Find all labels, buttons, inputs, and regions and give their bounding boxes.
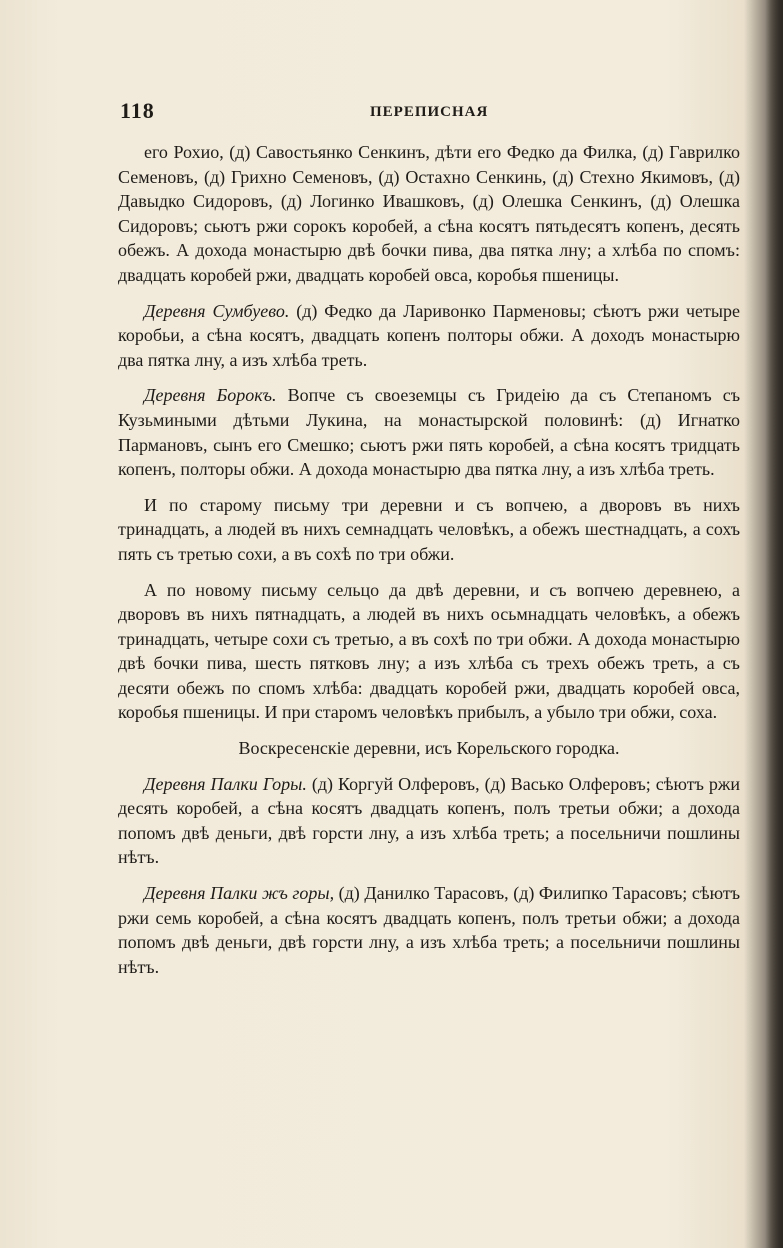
paragraph-text: Вопче съ своеземцы съ Гридеiю да съ Степаномъ съ Кузьмиными дѣтьми Лукина, на монастырской половинѣ: (д) Игнатко Пармановъ, сынъ его Смешко; сьютъ ржи пять коробей, а сѣна косятъ тридцать копенъ, полторы обжи. А дохода монастырю два пятка лну, а изъ хлѣба треть. <box>118 385 741 480</box>
paragraph-8 <box>118 881 740 979</box>
page-header <box>120 98 740 128</box>
section-heading-text: Воскресенскiе деревни, исъ Корельского городка. <box>238 738 620 759</box>
page-number: 118 <box>120 98 155 123</box>
paragraph-text: (д) Коргуй Олферовъ, (д) Васько Олферовъ; сѣютъ ржи десять коробей, а сѣна косятъ двадцать копенъ, полъ третьи обжи; а дохода попомъ двѣ деньги, двѣ горсти лну, а изъ хлѣба треть; а посельничи пошлины нѣтъ. <box>118 773 740 868</box>
paragraph-text: И по старому письму три деревни и съ вопчею, а дворовъ въ нихъ тринадцать, а людей въ нихъ семнадцать человѣкъ, а обежъ шестнадцать, а сохъ пять съ третью сохи, а въ сохѣ по три обжи. <box>118 494 740 564</box>
paragraph-2 <box>118 299 740 373</box>
paragraph-text: А по новому письму сельцо да двѣ деревни, и съ вопчею деревнею, а дворовъ въ нихъ пятнадцать, а людей въ нихъ осьмнадцать человѣкъ, а обежъ тринадцать, четыре сохи съ третью, а въ сохѣ по три обжи. А дохода монастырю двѣ бочки пива, шесть пятковъ лну; а изъ хлѣба съ трехъ обежъ треть, а съ десяти обежъ по спомъ хлѣба: двадцать коробей ржи, двадцать коробей овса, коробья пшеницы. И при старомъ человѣкъ прибылъ, а убыло три обжи, соха. <box>118 579 740 723</box>
paragraph-text: (д) Федко да Ларивонко Парменовы; сѣютъ ржи четыре коробьи, а сѣна косятъ, двадцать копенъ полторы обжи. А доходъ монастырю два пятка лну, а изъ хлѣба треть. <box>118 300 740 370</box>
place-name: Деревня Сумбуево. <box>144 300 290 321</box>
paragraph-text: его Рохио, (д) Савостьянко Сенкинъ, дѣти его Федко да Филка, (д) Гаврилко Семеновъ, (д) Грихно Семеновъ, (д) Остахно Сенкинь, (д) Стехно Якимовъ, (д) Давыдко Сидоровъ, (д) Логинко Ивашковъ, (д) Олешка Сенкинъ, (д) Олешка Сидоровъ; сьютъ ржи сорокъ коробей, а сѣна косятъ пятьдесятъ копенъ, десять обежъ. А дохода монастырю двѣ бочки пива, два пятка лну; а хлѣба по спомъ: двадцать коробей ржи, двадцать коробей овса, коробья пшеницы. <box>118 142 740 285</box>
book-spine-shadow <box>765 0 783 1248</box>
page-body <box>118 140 740 979</box>
paragraph-5 <box>118 578 740 726</box>
paragraph-1 <box>118 140 740 288</box>
place-name: Деревня Палки Горы. <box>144 773 307 794</box>
place-name: Деревня Палки жъ горы, <box>144 883 335 904</box>
running-title: ПЕРЕПИСНАЯ <box>370 104 489 120</box>
section-heading <box>118 736 740 761</box>
paragraph-4 <box>118 493 740 567</box>
place-name: Деревня Борокъ. <box>144 385 277 406</box>
paragraph-text: (д) Данилко Тарасовъ, (д) Филипко Тарасовъ; сѣютъ ржи семь коробей, а сѣна косятъ двадцать копенъ, полъ третьи обжи; а дохода попомъ двѣ деньги, двѣ горсти лну, а изъ хлѣба треть; а посельничи пошлины нѣтъ. <box>118 883 741 977</box>
paragraph-7 <box>118 772 740 870</box>
paragraph-3 <box>118 383 740 481</box>
